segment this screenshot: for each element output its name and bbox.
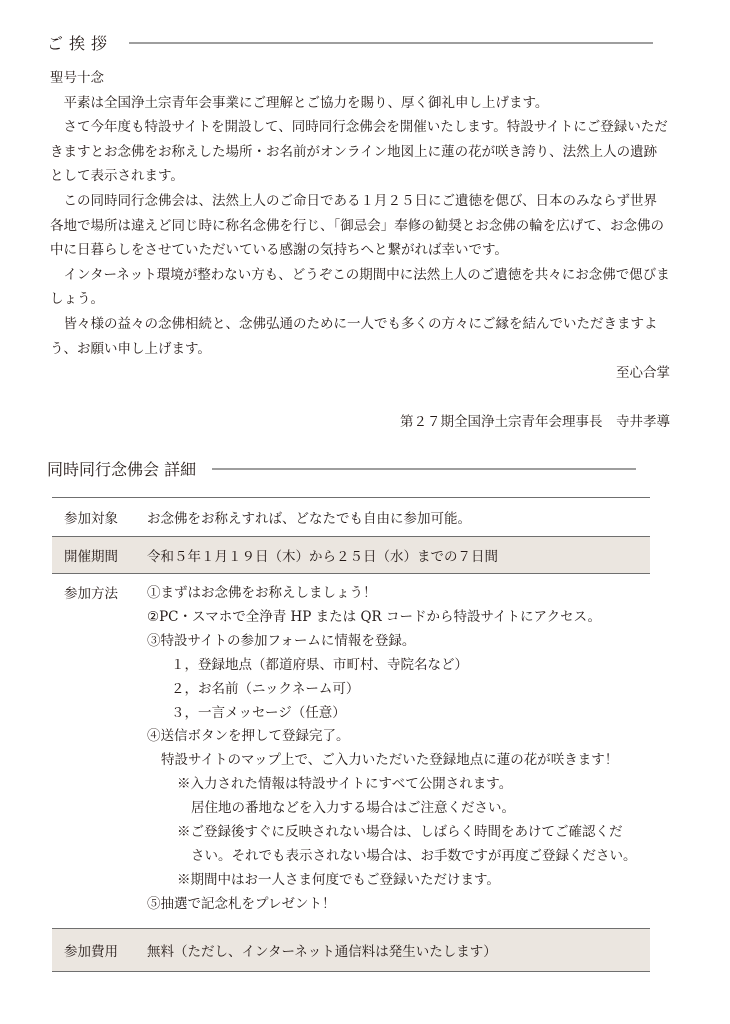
method-steps [147, 574, 650, 928]
row-target [52, 498, 650, 537]
details-title: 同時同行念佛会 詳細 [47, 460, 197, 479]
method-note: 特設サイトのマップ上で、ご入力いただいた登録地点に蓮の花が咲きます！ [161, 752, 619, 769]
details-table [52, 497, 650, 972]
greeting-paragraph: 平素は全国浄土宗青年会事業にご理解とご協力を賜り、厚く御礼申し上げます。 [63, 94, 549, 111]
greeting-paragraph: さて今年度も特設サイトを開設して、同時同行念佛会を開催いたします。特設サイトにご登録いただきますとお念佛をお称えした場所・お名前がオンライン地図上に蓮の花が咲き誇り、法然上人の遺跡として表示されます。 [50, 119, 668, 185]
greeting-paragraph: インターネット環境が整わない方も、どうぞこの期間中に法然上人のご遺徳を共々にお念佛で偲びましょう。 [50, 266, 670, 308]
row-label: 開催期間 [64, 549, 118, 565]
opening-invocation: 聖号十念 [50, 70, 104, 86]
method-note: ※期間中はお一人さま何度でもご登録いただけます。 [177, 871, 500, 888]
row-label: 参加対象 [64, 511, 118, 527]
method-note: さい。それでも表示されない場合は、お手数ですが再度ご登録ください。 [191, 847, 637, 864]
details-title-rule [212, 468, 636, 470]
method-step: ②PC・スマホで全浄青 HP または QR コードから特設サイトにアクセス。 [147, 608, 602, 625]
row-period [52, 537, 650, 574]
row-label: 参加費用 [64, 944, 118, 960]
greeting-title-rule [129, 42, 653, 44]
method-substep: ２，お名前（ニックネーム可） [171, 680, 360, 697]
greeting-header [47, 31, 653, 54]
row-value: 無料（ただし、インターネット通信料は発生いたします） [147, 944, 497, 960]
method-note: ※ご登録後すぐに反映されない場合は、しばらく時間をあけてご確認くだ [177, 824, 623, 841]
row-value: 令和５年１月１９日（木）から２５日（水）までの７日間 [147, 549, 498, 565]
method-note: 居住地の番地などを入力する場合はご注意ください。 [191, 800, 515, 817]
method-step: ⑤抽選で記念札をプレゼント！ [147, 895, 336, 912]
spacer [50, 386, 670, 410]
closing-phrase: 至心合掌 [616, 365, 670, 382]
greeting-body [50, 66, 670, 434]
row-label: 参加方法 [64, 586, 118, 602]
row-method [52, 574, 650, 929]
greeting-title: ご挨拶 [47, 34, 114, 53]
method-step: ③特設サイトの参加フォームに情報を登録。 [147, 632, 416, 649]
method-substep: ３，一言メッセージ（任意） [171, 704, 346, 721]
method-step: ①まずはお念佛をお称えしましょう！ [147, 585, 377, 601]
method-note: ※入力された情報は特設サイトにすべて公開されます。 [177, 776, 513, 793]
row-value: お念佛をお称えすれば、どなたでも自由に参加可能。 [147, 511, 471, 527]
greeting-paragraph: 皆々様の益々の念佛相続と、念佛弘通のために一人でも多くの方々にご縁を結んでいただきますよう、お願い申し上げます。 [50, 315, 658, 357]
signature: 第２７期全国浄土宗青年会理事長 寺井孝導 [400, 413, 670, 430]
row-fee [52, 929, 650, 972]
method-substep: １，登録地点（都道府県、市町村、寺院名など） [171, 656, 468, 673]
method-step: ④送信ボタンを押して登録完了。 [147, 728, 350, 745]
details-header [47, 457, 636, 480]
greeting-paragraph: この同時同行念佛会は、法然上人のご命日である１月２５日にご遺徳を偲び、日本のみならず世界各地で場所は違えど同じ時に称名念佛を行じ、「御忌会」奉修の勧奨とお念佛の輪を広げて、お念佛の中に日暮らしをさせていただいている感謝の気持ちへと繋がれば幸いです。 [50, 192, 664, 259]
